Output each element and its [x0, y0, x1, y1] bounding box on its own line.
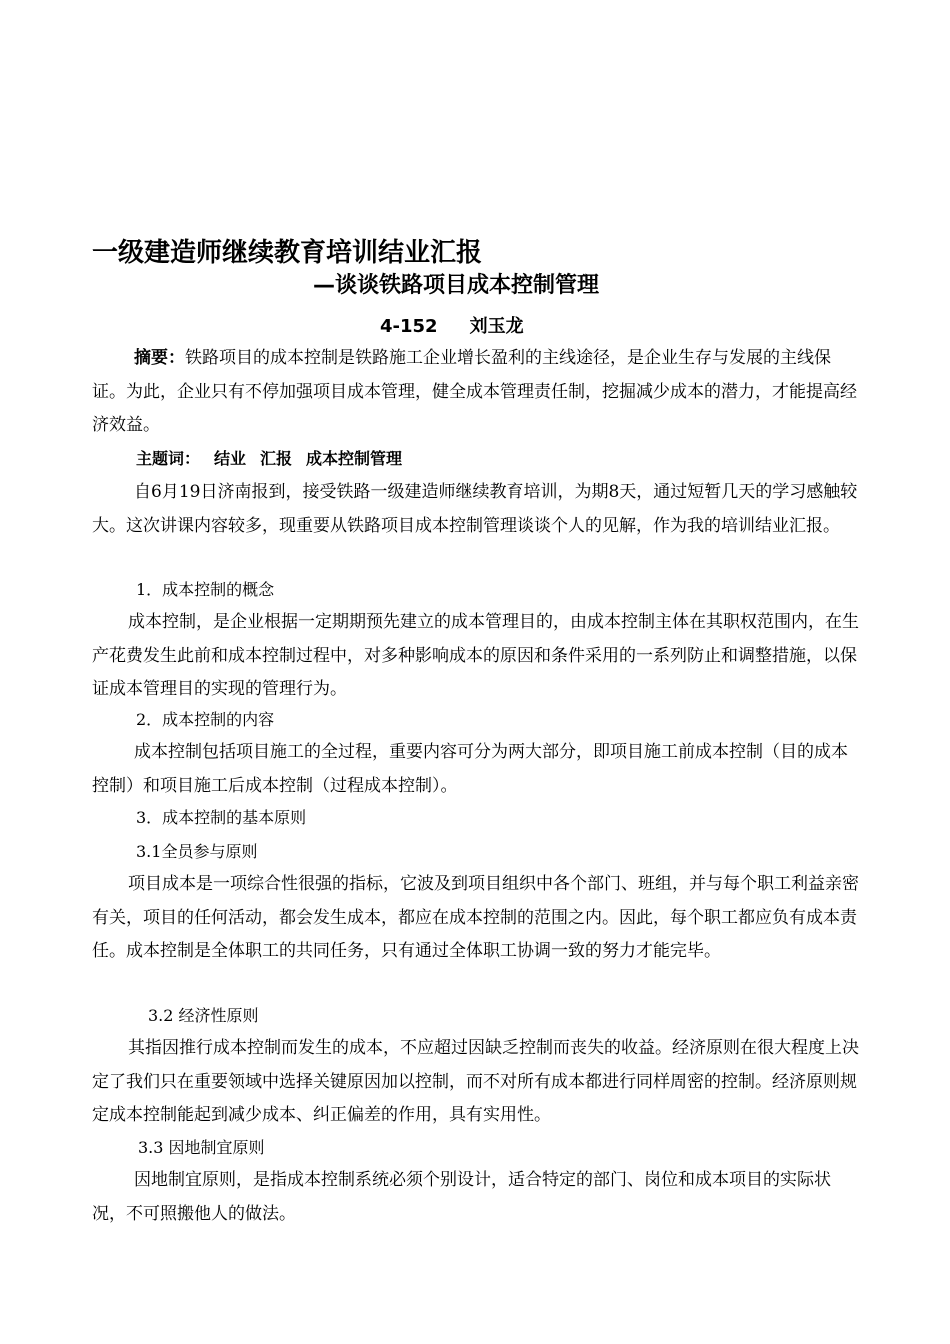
section-heading: 1．成本控制的概念: [136, 580, 275, 599]
section-body: 项目成本是一项综合性很强的指标，它波及到项目组织中各个部门、班组，并与每个职工利益亲密有关，项目的任何活动，都会发生成本，都应在成本控制的范围之内。因此，每个职工都应负有成本责任。成本控制是全体职工的共同任务，只有通过全体职工协调一致的努力才能完毕。: [92, 874, 859, 961]
author-name: 刘玉龙: [469, 316, 524, 337]
document-subtitle: —谈谈铁路项目成本控制管理: [313, 273, 600, 298]
keyword-item: 结业: [214, 449, 247, 468]
section-body: 成本控制包括项目施工的全过程，重要内容可分为两大部分，即项目施工前成本控制（目的成本控制）和项目施工后成本控制（过程成本控制）。: [92, 742, 848, 796]
section-heading: 3．成本控制的基本原则: [136, 808, 307, 827]
abstract-paragraph: [92, 342, 860, 443]
section-body: 因地制宜原则，是指成本控制系统必须个别设计，适合特定的部门、岗位和成本项目的实际状况，不可照搬他人的做法。: [92, 1170, 831, 1224]
document-title: 一级建造师继续教育培训结业汇报: [92, 238, 483, 268]
section-body: 其指因推行成本控制而发生的成本，不应超过因缺乏控制而丧失的收益。经济原则在很大程度上决定了我们只在重要领域中选择关键原因加以控制，而不对所有成本都进行同样周密的控制。经济原则规定成本控制能起到减少成本、纠正偏差的作用，具有实用性。: [92, 1038, 859, 1125]
section-heading: 3.3 因地制宜原则: [138, 1138, 265, 1157]
section-body: 成本控制，是企业根据一定期期预先建立的成本管理目的，由成本控制主体在其职权范围内，在生产花费发生此前和成本控制过程中，对多种影响成本的原因和条件采用的一系列防止和调整措施，以保证成本管理目的实现的管理行为。: [92, 612, 859, 699]
keyword-item: 汇报: [260, 449, 293, 468]
author-id: 4-152: [380, 316, 438, 337]
keywords-label: 主题词：: [136, 449, 201, 468]
section-heading: 2．成本控制的内容: [136, 710, 275, 729]
abstract-label: 摘要：: [134, 348, 185, 368]
intro-paragraph: 自6月19日济南报到，接受铁路一级建造师继续教育培训，为期8天，通过短暂几天的学习感触较大。这次讲课内容较多，现重要从铁路项目成本控制管理谈谈个人的见解，作为我的培训结业汇报。: [92, 482, 858, 536]
abstract-text: 铁路项目的成本控制是铁路施工企业增长盈利的主线途径，是企业生存与发展的主线保证。为此，企业只有不停加强项目成本管理，健全成本管理责任制，挖掘减少成本的潜力，才能提高经济效益。: [92, 348, 857, 435]
section-heading: 3.2 经济性原则: [148, 1006, 259, 1025]
author-line: [380, 312, 524, 338]
keyword-item: 成本控制管理: [306, 449, 403, 468]
section-heading: 3.1全员参与原则: [136, 842, 258, 861]
keywords-line: [136, 442, 402, 475]
